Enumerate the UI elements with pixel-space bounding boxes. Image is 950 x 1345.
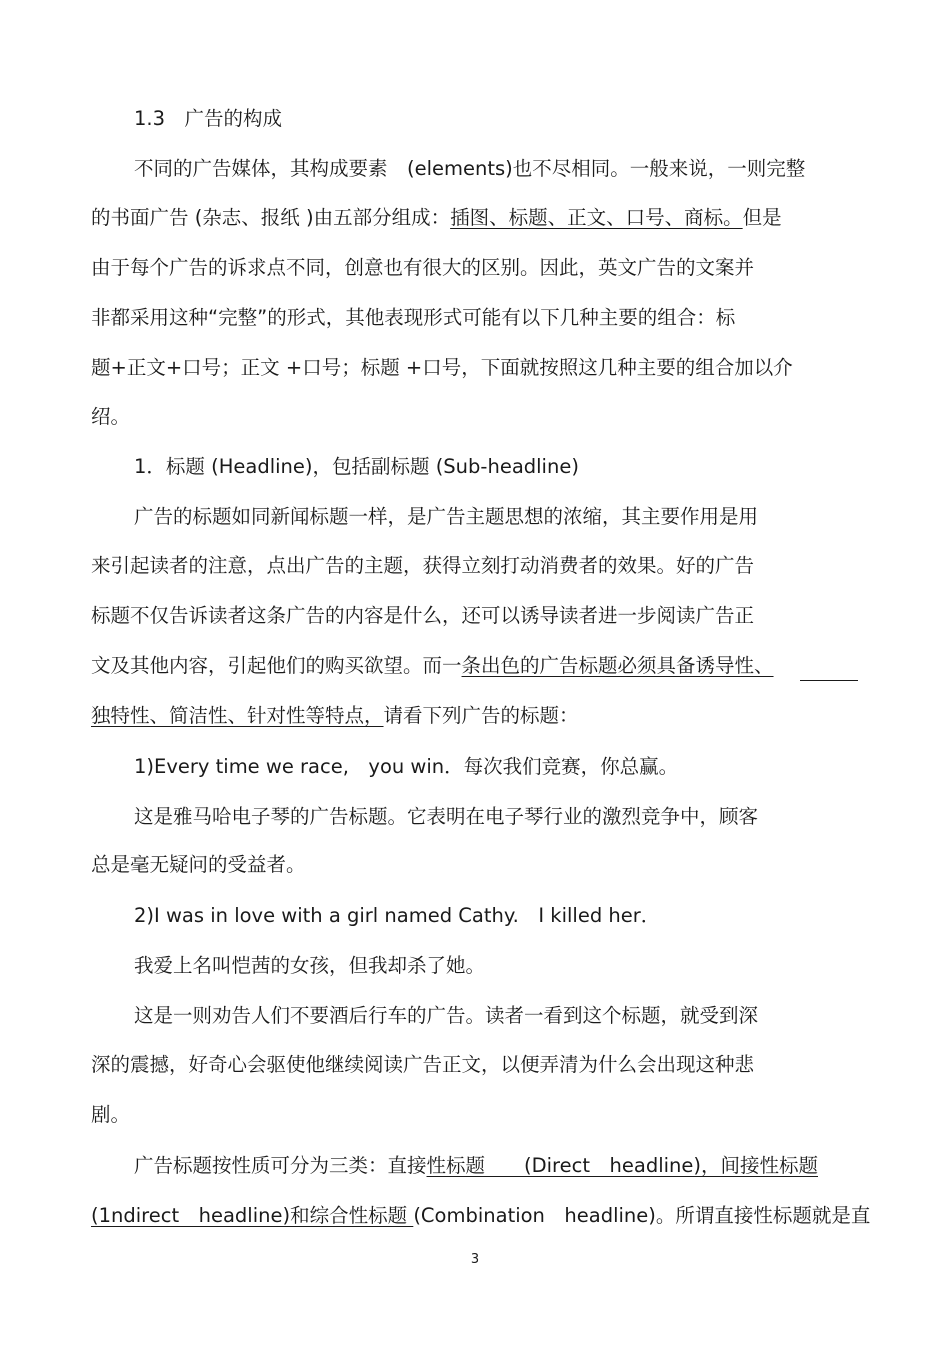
- paragraph-line: 剧。: [91, 1103, 131, 1126]
- underlined-text: 性标题 (Direct headline)，间接性标题: [426, 1154, 818, 1177]
- paragraph-line: 独特性、简洁性、针对性等特点，请看下列广告的标题：: [91, 704, 579, 727]
- underlined-text: 条出色的广告标题必须具备诱导性、: [461, 654, 774, 677]
- paragraph-line: 绍。: [91, 405, 131, 428]
- example-headline: 2)I was in love with a girl named Cathy. I killed her．: [134, 904, 661, 927]
- paragraph-line: 标题不仅告诉读者这条广告的内容是什么，还可以诱导读者进一步阅读广告正: [91, 604, 755, 627]
- paragraph-line: 广告的标题如同新闻标题一样，是广告主题思想的浓缩，其主要作用是用: [134, 505, 759, 528]
- paragraph-line: 来引起读者的注意，点出广告的主题，获得立刻打动消费者的效果。好的广告: [91, 554, 755, 577]
- paragraph-line: 由于每个广告的诉求点不同，创意也有很大的区别。因此，英文广告的文案并: [91, 256, 755, 279]
- underline-rule: [800, 680, 858, 681]
- paragraph-line: 的书面广告 (杂志、报纸 )由五部分组成：插图、标题、正文、口号、商标。但是: [91, 206, 782, 229]
- paragraph-line: 非都采用这种“完整”的形式，其他表现形式可能有以下几种主要的组合：标: [91, 306, 736, 329]
- paragraph-line: (1ndirect headline)和综合性标题 (Combination headline)。所谓直接性标题就是直: [91, 1204, 871, 1227]
- paragraph-line: 广告标题按性质可分为三类：直接性标题 (Direct headline)，间接性标题: [134, 1154, 818, 1177]
- paragraph-line: 文及其他内容，引起他们的购买欲望。而一条出色的广告标题必须具备诱导性、: [91, 654, 774, 677]
- example-translation: 我爱上名叫恺茜的女孩，但我却杀了她。: [134, 954, 486, 977]
- paragraph-line: 深的震撼，好奇心会驱使他继续阅读广告正文，以便弄清为什么会出现这种悲: [91, 1053, 755, 1076]
- underlined-text: (1ndirect headline)和综合性标题: [91, 1204, 414, 1227]
- paragraph-line: 题+正文+口号；正文 +口号；标题 +口号，下面就按照这几种主要的组合加以介: [91, 356, 793, 379]
- subsection-heading: 1．标题 (Headline)，包括副标题 (Sub-headline): [134, 455, 579, 478]
- paragraph-line: 不同的广告媒体，其构成要素 (elements)也不尽相同。一般来说，一则完整: [134, 157, 806, 180]
- underlined-text: 独特性、简洁性、针对性等特点，: [91, 704, 384, 727]
- paragraph-line: 总是毫无疑问的受益者。: [91, 853, 306, 876]
- underlined-text: 插图、标题、正文、口号、商标。: [450, 206, 743, 229]
- section-title: 1.3 广告的构成: [134, 107, 283, 130]
- page-number: 3: [470, 1252, 480, 1267]
- paragraph-line: 这是一则劝告人们不要酒后行车的广告。读者一看到这个标题，就受到深: [134, 1004, 759, 1027]
- example-headline: 1)Every time we race, you win．每次我们竞赛，你总赢。: [134, 755, 679, 778]
- paragraph-line: 这是雅马哈电子琴的广告标题。它表明在电子琴行业的激烈竞争中，顾客: [134, 805, 759, 828]
